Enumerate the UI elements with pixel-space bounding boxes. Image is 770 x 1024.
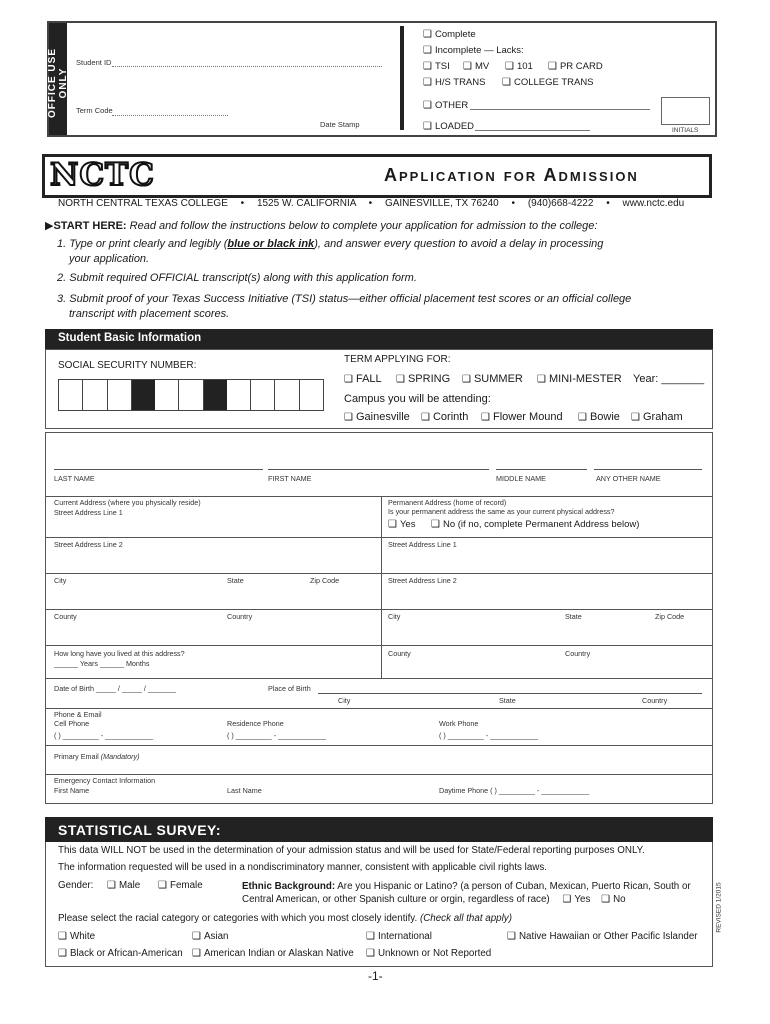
ethnic-q1: Are you Hispanic or Latino? (a person of Cuban, Mexican, Puerto Rican, South or (337, 881, 691, 892)
revised-label: REVISED 1/2015 (715, 882, 723, 933)
race-pacific-islander[interactable]: ❑ Native Hawaiian or Other Pacific Islander (507, 931, 698, 942)
place-of-birth-line[interactable] (318, 693, 702, 694)
residence-phone-field[interactable]: ( ) _________ - ____________ (227, 731, 327, 740)
pob-country-label: Country (642, 696, 668, 705)
row-divider (45, 537, 713, 538)
middle-name-label: MIDDLE NAME (496, 474, 546, 483)
race-international[interactable]: ❑ International (366, 931, 432, 942)
row-divider (45, 774, 713, 775)
instruction-1 (57, 237, 603, 267)
office-use-box (47, 21, 717, 137)
loaded-line (475, 130, 590, 131)
nctc-logo: NCTC (50, 157, 155, 193)
survey-line2: The information requested will be used in a nondiscriminatory manner, consistent with applicable civil rights laws. (58, 862, 547, 873)
perm-county-label[interactable]: County (388, 649, 411, 658)
hs-trans-check[interactable]: ❑ H/S TRANS (423, 77, 485, 88)
street1-label[interactable]: Street Address Line 1 (54, 508, 123, 517)
ssn-label: SOCIAL SECURITY NUMBER: (58, 360, 197, 371)
ssn-boxes[interactable] (58, 379, 324, 411)
country-label[interactable]: Country (227, 612, 253, 621)
campus-gainesville[interactable]: ❑ Gainesville (344, 411, 410, 423)
initials-label: INITIALS (672, 127, 699, 134)
row-divider (45, 645, 713, 646)
perm-country-label[interactable]: Country (565, 649, 591, 658)
race-asian[interactable]: ❑ Asian (192, 931, 228, 942)
gender-female[interactable]: ❑ Female (158, 880, 203, 891)
tsi-check[interactable]: ❑ TSI (423, 61, 450, 72)
race-prompt-line (58, 913, 512, 924)
office-divider (400, 26, 404, 130)
county-label[interactable]: County (54, 612, 77, 621)
cell-phone-label: Cell Phone (54, 719, 90, 728)
instruction-1b: blue or black ink (227, 238, 315, 250)
work-phone-label: Work Phone (439, 719, 479, 728)
college-web[interactable]: www.nctc.edu (622, 198, 685, 209)
row-divider (45, 708, 713, 709)
term-minimester[interactable]: ❑ MINI-MESTER (537, 373, 622, 385)
ethnic-block (242, 880, 691, 906)
pob-city-label: City (338, 696, 351, 705)
perm-city-label[interactable]: City (388, 612, 401, 621)
student-id-line (112, 66, 382, 67)
survey-line1: This data WILL NOT be used in the determination of your admission status and will be used for State/Federal reporting purposes ONLY. (58, 845, 645, 856)
basic-info-title: Student Basic Information (58, 332, 202, 344)
dob-field[interactable]: Date of Birth _____ / _____ / _______ (54, 684, 176, 693)
college-trans-check[interactable]: ❑ COLLEGE TRANS (502, 77, 594, 88)
how-long-label: How long have you lived at this address? (54, 649, 185, 658)
term-fall[interactable]: ❑ FALL (344, 373, 382, 385)
row-divider (45, 573, 713, 574)
campus-corinth[interactable]: ❑ Corinth (421, 411, 468, 423)
campus-label: Campus you will be attending: (344, 393, 491, 405)
work-phone-field[interactable]: ( ) _________ - ____________ (439, 731, 539, 740)
race-hint: (Check all that apply) (419, 913, 512, 924)
last-name-label: LAST NAME (54, 474, 95, 483)
loaded-check[interactable]: ❑ LOADED (423, 121, 474, 132)
bullet: • (511, 198, 516, 209)
ec-last-name[interactable]: Last Name (227, 786, 262, 795)
perm-yes-check[interactable]: ❑ Yes (388, 519, 415, 530)
zip-label[interactable]: Zip Code (310, 576, 340, 585)
college-phone: (940)668-4222 (527, 198, 594, 209)
term-spring[interactable]: ❑ SPRING (396, 373, 450, 385)
column-divider (381, 496, 382, 678)
pob-state-label: State (499, 696, 516, 705)
term-code-line (112, 115, 228, 116)
row-divider (45, 496, 713, 497)
place-of-birth-label: Place of Birth (268, 684, 311, 693)
bullet: • (240, 198, 245, 209)
student-id-label: Student ID (76, 58, 112, 67)
office-use-label: OFFICE USE ONLY (47, 48, 69, 119)
start-label: START HERE: (53, 220, 127, 232)
street2-label[interactable]: Street Address Line 2 (54, 540, 123, 549)
ethnic-yes[interactable]: ❑ Yes (562, 894, 590, 905)
perm-street2-label[interactable]: Street Address Line 2 (388, 576, 457, 585)
pr-card-check[interactable]: ❑ PR CARD (548, 61, 603, 72)
race-american-indian[interactable]: ❑ American Indian or Alaskan Native (192, 948, 354, 959)
other-check[interactable]: ❑ OTHER (423, 100, 468, 111)
primary-email-field[interactable] (54, 752, 139, 762)
perm-no-check[interactable]: ❑ No (if no, complete Permanent Address below) (431, 519, 639, 530)
years-months-field[interactable]: ______ Years ______ Months (54, 659, 150, 668)
other-line (470, 109, 650, 110)
first-name-label: FIRST NAME (268, 474, 312, 483)
mv-check[interactable]: ❑ MV (463, 61, 489, 72)
main-form-box (45, 432, 713, 804)
row-divider (45, 745, 713, 746)
gender-male[interactable]: ❑ Male (107, 880, 140, 891)
ethnic-label: Ethnic Background: (242, 881, 336, 892)
bullet: • (368, 198, 373, 209)
perm-street1-label[interactable]: Street Address Line 1 (388, 540, 457, 549)
term-code-label: Term Code (76, 106, 113, 115)
instruction-1a: 1. Type or print clearly and legibly ( (57, 238, 228, 250)
primary-email-label: Primary Email (54, 752, 99, 761)
date-stamp-label: Date Stamp (320, 120, 360, 129)
row-divider (45, 609, 713, 610)
survey-title: STATISTICAL SURVEY: (58, 822, 221, 838)
start-here-block (45, 219, 597, 232)
ethnic-no[interactable]: ❑ No (601, 894, 626, 905)
initials-box[interactable] (661, 97, 710, 125)
campus-flower-mound[interactable]: ❑ Flower Mound (481, 411, 563, 423)
instruction-1d: your application. (69, 253, 150, 265)
complete-check[interactable]: ❑ Complete (423, 29, 476, 40)
instruction-1c: ), and answer every question to avoid a delay in processing (314, 238, 604, 250)
ethnic-q2: Central American, or other Spanish culture or orgin, regardless of race) (242, 894, 550, 905)
instruction-3b: transcript with placement scores. (69, 308, 230, 320)
campus-bowie[interactable]: ❑ Bowie (578, 411, 620, 423)
perm-zip-label[interactable]: Zip Code (655, 612, 685, 621)
perm-same-question: Is your permanent address the same as your current physical address? (388, 507, 615, 516)
city-label[interactable]: City (54, 576, 67, 585)
term-label: TERM APPLYING FOR: (344, 354, 451, 365)
last-name-line[interactable] (54, 469, 263, 470)
other-name-label: ANY OTHER NAME (596, 474, 661, 483)
instruction-3 (57, 292, 631, 322)
instruction-3a: 3. Submit proof of your Texas Success Initiative (TSI) status—either official placement test scores or an official college (57, 293, 632, 305)
daytime-phone-field[interactable]: Daytime Phone ( ) _________ - ____________ (439, 786, 590, 795)
college-address: 1525 W. CALIFORNIA (256, 198, 356, 209)
start-arrow-icon: ▶ (45, 220, 54, 232)
first-name-line[interactable] (268, 469, 489, 470)
other-name-line[interactable] (594, 469, 702, 470)
ec-first-name[interactable]: First Name (54, 786, 90, 795)
bullet: • (606, 198, 610, 209)
race-prompt: Please select the racial category or categories with which you most closely identify. (58, 913, 418, 924)
mandatory-note: (Mandatory) (100, 752, 140, 761)
row-divider (45, 678, 713, 679)
perm-address-label: Permanent Address (home of record) (388, 498, 507, 507)
middle-name-line[interactable] (496, 469, 587, 470)
college-city: GAINESVILLE, TX 76240 (384, 198, 499, 209)
page-number: -1- (368, 969, 383, 983)
race-white[interactable]: ❑ White (58, 931, 95, 942)
gender-label: Gender: (58, 880, 94, 891)
start-text: Read and follow the instructions below to complete your application for admission to the college: (129, 220, 598, 232)
application-title: Application for Admission (384, 165, 639, 185)
emergency-label: Emergency Contact Information (54, 776, 156, 785)
incomplete-check[interactable]: ❑ Incomplete — Lacks: (423, 45, 524, 56)
race-black[interactable]: ❑ Black or African-American (58, 948, 183, 959)
college-info-line (58, 198, 684, 209)
college-name: NORTH CENTRAL TEXAS COLLEGE (58, 198, 228, 209)
cell-phone-field[interactable]: ( ) _________ - ____________ (54, 731, 154, 740)
perm-state-label[interactable]: State (565, 612, 582, 621)
current-address-label: Current Address (where you physically reside) (54, 498, 201, 507)
c101-check[interactable]: ❑ 101 (505, 61, 533, 72)
race-unknown[interactable]: ❑ Unknown or Not Reported (366, 948, 491, 959)
instruction-2: 2. Submit required OFFICIAL transcript(s) along with this application form. (57, 272, 417, 284)
residence-phone-label: Residence Phone (227, 719, 284, 728)
campus-graham[interactable]: ❑ Graham (631, 411, 683, 423)
year-field[interactable]: Year: _______ (633, 373, 705, 385)
state-label[interactable]: State (227, 576, 244, 585)
term-summer[interactable]: ❑ SUMMER (462, 373, 523, 385)
phone-email-label: Phone & Email (54, 710, 102, 719)
